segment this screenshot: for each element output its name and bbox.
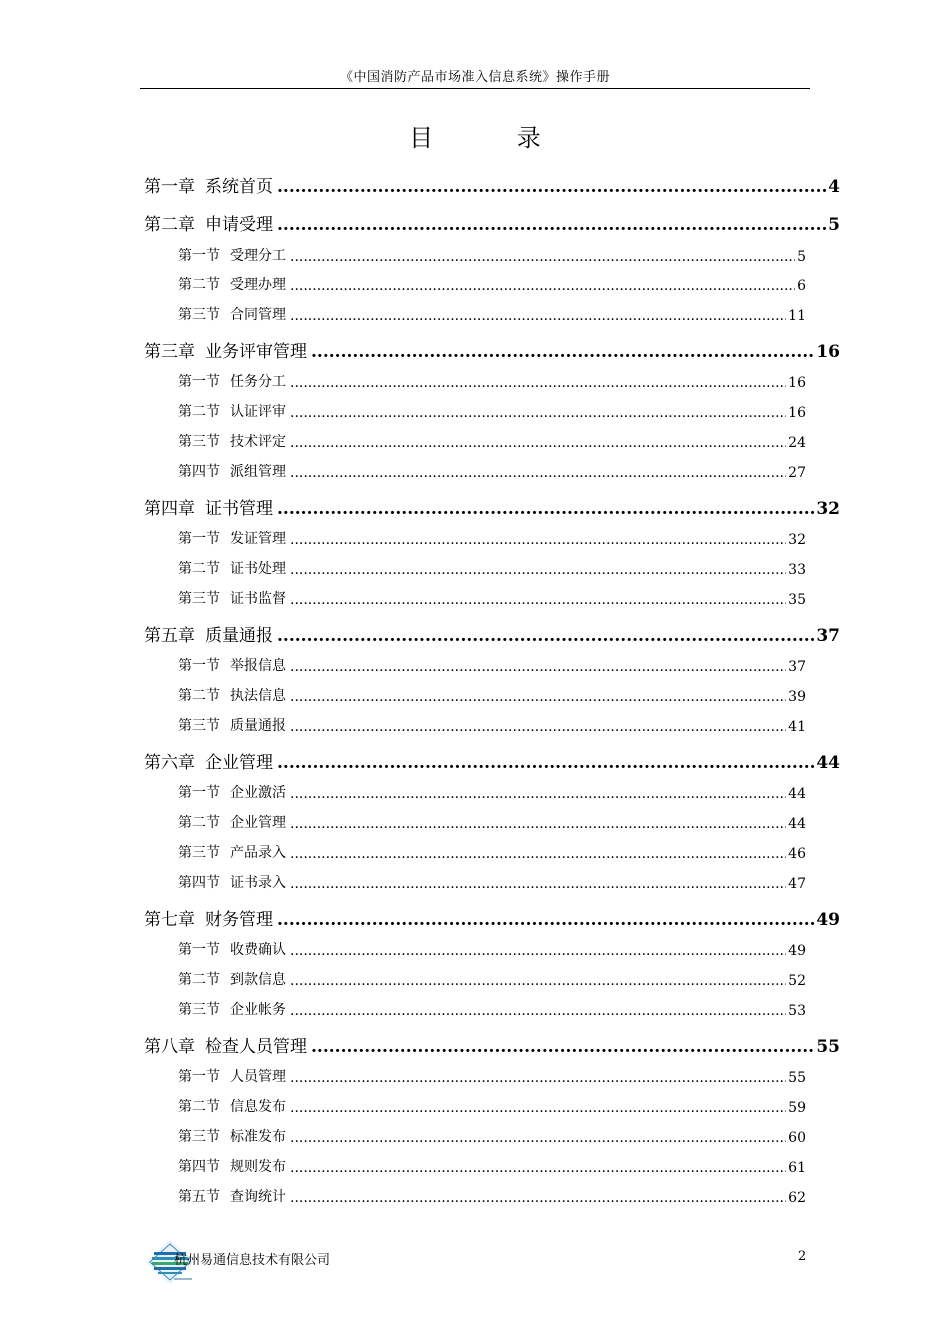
toc-dot-leader — [277, 753, 814, 773]
toc-entry-title: 证书录入 — [230, 875, 286, 891]
toc-entry-number: 第一节 — [178, 942, 220, 958]
toc-entry-number: 第六章 — [144, 753, 195, 773]
toc-section-entry[interactable] — [178, 782, 806, 802]
toc-entry-number: 第二节 — [178, 277, 220, 293]
toc-section-entry[interactable] — [178, 655, 806, 675]
toc-entry-title: 收费确认 — [230, 942, 286, 958]
toc-entry-number: 第一节 — [178, 785, 220, 801]
toc-entry-number: 第三节 — [178, 1129, 220, 1145]
toc-entry-number: 第二节 — [178, 815, 220, 831]
toc-entry-title: 人员管理 — [230, 1069, 286, 1085]
toc-section-entry[interactable] — [178, 715, 806, 735]
toc-section-entry[interactable] — [178, 431, 806, 451]
toc-entry-title: 规则发布 — [230, 1159, 286, 1175]
toc-entry-title: 认证评审 — [230, 404, 286, 420]
toc-page-number: 44 — [788, 786, 806, 802]
toc-dot-leader — [290, 404, 786, 421]
toc-page-number: 6 — [797, 278, 806, 294]
toc-section-entry[interactable] — [178, 842, 806, 862]
toc-page-number: 47 — [788, 876, 806, 892]
toc-entry-title: 企业管理 — [205, 753, 273, 773]
toc-page-number: 53 — [788, 1003, 806, 1019]
toc-dot-leader — [290, 374, 786, 391]
toc-dot-leader — [290, 1099, 786, 1116]
toc-entry-number: 第四节 — [178, 464, 220, 480]
toc-dot-leader — [290, 464, 786, 481]
toc-page-number: 24 — [788, 435, 806, 451]
toc-entry-title: 派组管理 — [230, 464, 286, 480]
toc-section-entry[interactable] — [178, 812, 806, 832]
toc-section-entry[interactable] — [178, 401, 806, 421]
toc-entry-number: 第三节 — [178, 434, 220, 450]
toc-dot-leader — [290, 688, 786, 705]
toc-title: 目 录 — [409, 124, 579, 152]
toc-dot-leader — [277, 215, 826, 235]
toc-section-entry[interactable] — [178, 872, 806, 892]
toc-chapter-entry[interactable] — [144, 1032, 840, 1057]
toc-entry-number: 第二章 — [144, 215, 195, 235]
toc-entry-number: 第二节 — [178, 1099, 220, 1115]
toc-page-number: 49 — [816, 910, 840, 930]
toc-entry-number: 第三章 — [144, 342, 195, 362]
toc-dot-leader — [290, 591, 786, 608]
toc-dot-leader — [277, 177, 826, 197]
toc-dot-leader — [311, 342, 814, 362]
toc-dot-leader — [290, 658, 786, 675]
toc-entry-title: 申请受理 — [205, 215, 273, 235]
toc-entry-title: 发证管理 — [230, 531, 286, 547]
toc-entry-number: 第一节 — [178, 531, 220, 547]
toc-dot-leader — [290, 942, 786, 959]
toc-entry-number: 第一节 — [178, 374, 220, 390]
toc-dot-leader — [290, 277, 795, 294]
toc-page-number: 60 — [788, 1130, 806, 1146]
toc-dot-leader — [290, 815, 786, 832]
toc-entry-number: 第四章 — [144, 499, 195, 519]
toc-page-number: 44 — [788, 816, 806, 832]
toc-section-entry[interactable] — [178, 685, 806, 705]
toc-entry-title: 任务分工 — [230, 374, 286, 390]
toc-page-number: 41 — [788, 719, 806, 735]
toc-dot-leader — [290, 785, 786, 802]
toc-entry-title: 企业管理 — [230, 815, 286, 831]
toc-dot-leader — [290, 972, 786, 989]
toc-dot-leader — [290, 718, 786, 735]
toc-entry-title: 证书管理 — [205, 499, 273, 519]
running-header: 《中国消防产品市场准入信息系统》操作手册 — [339, 70, 610, 85]
toc-entry-title: 产品录入 — [230, 845, 286, 861]
toc-dot-leader — [290, 561, 786, 578]
toc-chapter-entry[interactable] — [144, 210, 840, 235]
toc-section-entry[interactable] — [178, 371, 806, 391]
toc-page-number: 55 — [816, 1037, 840, 1057]
toc-entry-title: 检查人员管理 — [205, 1037, 307, 1057]
toc-page-number: 61 — [788, 1160, 806, 1176]
toc-dot-leader — [277, 910, 814, 930]
toc-entry-title: 查询统计 — [230, 1189, 286, 1205]
toc-section-entry[interactable] — [178, 1066, 806, 1086]
toc-entry-title: 质量通报 — [230, 718, 286, 734]
toc-section-entry[interactable] — [178, 969, 806, 989]
toc-entry-number: 第七章 — [144, 910, 195, 930]
toc-dot-leader — [290, 1002, 786, 1019]
toc-page-number: 4 — [828, 177, 840, 197]
toc-entry-number: 第三节 — [178, 1002, 220, 1018]
toc-section-entry[interactable] — [178, 1096, 806, 1116]
toc-page-number: 27 — [788, 465, 806, 481]
toc-page-number: 46 — [788, 846, 806, 862]
toc-entry-title: 举报信息 — [230, 658, 286, 674]
toc-page-number: 37 — [816, 626, 840, 646]
toc-chapter-entry[interactable] — [144, 494, 840, 519]
toc-dot-leader — [290, 1129, 786, 1146]
toc-dot-leader — [311, 1037, 814, 1057]
toc-entry-title: 合同管理 — [230, 307, 286, 323]
toc-section-entry[interactable] — [178, 558, 806, 578]
toc-entry-title: 系统首页 — [205, 177, 273, 197]
toc-dot-leader — [290, 1069, 786, 1086]
toc-entry-number: 第二节 — [178, 404, 220, 420]
toc-entry-title: 质量通报 — [205, 626, 273, 646]
toc-page-number: 37 — [788, 659, 806, 675]
toc-chapter-entry[interactable] — [144, 905, 840, 930]
toc-page-number: 16 — [788, 375, 806, 391]
toc-entry-number: 第一章 — [144, 177, 195, 197]
toc-dot-leader — [290, 875, 786, 892]
toc-entry-number: 第五章 — [144, 626, 195, 646]
toc-dot-leader — [290, 1189, 786, 1206]
toc-dot-leader — [290, 1159, 786, 1176]
toc-entry-number: 第二节 — [178, 972, 220, 988]
toc-dot-leader — [290, 248, 795, 265]
toc-page-number: 44 — [816, 753, 840, 773]
toc-page-number: 32 — [788, 532, 806, 548]
toc-page-number: 35 — [788, 592, 806, 608]
toc-section-entry[interactable] — [178, 588, 806, 608]
toc-page-number: 39 — [788, 689, 806, 705]
toc-entry-number: 第四节 — [178, 1159, 220, 1175]
toc-entry-title: 企业帐务 — [230, 1002, 286, 1018]
header-rule — [140, 88, 810, 89]
toc-entry-title: 标准发布 — [230, 1129, 286, 1145]
toc-entry-number: 第三节 — [178, 718, 220, 734]
toc-section-entry[interactable] — [178, 528, 806, 548]
toc-dot-leader — [290, 845, 786, 862]
toc-page-number: 16 — [788, 405, 806, 421]
toc-page-number: 16 — [816, 342, 840, 362]
page-number: 2 — [798, 1249, 807, 1264]
toc-entry-number: 第三节 — [178, 591, 220, 607]
toc-entry-title: 业务评审管理 — [205, 342, 307, 362]
toc-entry-title: 财务管理 — [205, 910, 273, 930]
toc-page-number: 32 — [816, 499, 840, 519]
toc-entry-title: 证书监督 — [230, 591, 286, 607]
toc-entry-number: 第八章 — [144, 1037, 195, 1057]
toc-entry-number: 第一节 — [178, 658, 220, 674]
toc-entry-title: 企业激活 — [230, 785, 286, 801]
toc-page-number: 62 — [788, 1190, 806, 1206]
toc-entry-number: 第四节 — [178, 875, 220, 891]
toc-entry-title: 证书处理 — [230, 561, 286, 577]
toc-page-number: 5 — [797, 249, 806, 265]
toc-dot-leader — [290, 307, 786, 324]
toc-page-number: 5 — [828, 215, 840, 235]
toc-entry-number: 第三节 — [178, 307, 220, 323]
toc-entry-title: 信息发布 — [230, 1099, 286, 1115]
toc-entry-number: 第一节 — [178, 1069, 220, 1085]
toc-chapter-entry[interactable] — [144, 748, 840, 773]
toc-dot-leader — [290, 531, 786, 548]
toc-page-number: 33 — [788, 562, 806, 578]
footer-company-name: 杭州易通信息技术有限公司 — [174, 1253, 331, 1268]
toc-chapter-entry[interactable] — [144, 621, 840, 646]
toc-chapter-entry[interactable] — [144, 172, 840, 197]
toc-entry-title: 技术评定 — [230, 434, 286, 450]
toc-dot-leader — [290, 434, 786, 451]
toc-entry-title: 执法信息 — [230, 688, 286, 704]
toc-section-entry[interactable] — [178, 1186, 806, 1206]
toc-page-number: 59 — [788, 1100, 806, 1116]
toc-section-entry[interactable] — [178, 999, 806, 1019]
toc-page-number: 11 — [788, 308, 806, 324]
toc-section-entry[interactable] — [178, 245, 806, 265]
toc-page-number: 52 — [788, 973, 806, 989]
toc-entry-title: 受理分工 — [230, 248, 286, 264]
toc-entry-number: 第二节 — [178, 561, 220, 577]
toc-entry-title: 到款信息 — [230, 972, 286, 988]
toc-section-entry[interactable] — [178, 939, 806, 959]
toc-entry-title: 受理办理 — [230, 277, 286, 293]
toc-entry-number: 第五节 — [178, 1189, 220, 1205]
toc-entry-number: 第三节 — [178, 845, 220, 861]
toc-page-number: 49 — [788, 943, 806, 959]
toc-page-number: 55 — [788, 1070, 806, 1086]
toc-section-entry[interactable] — [178, 274, 806, 294]
toc-section-entry[interactable] — [178, 461, 806, 481]
toc-section-entry[interactable] — [178, 1156, 806, 1176]
toc-chapter-entry[interactable] — [144, 337, 840, 362]
toc-section-entry[interactable] — [178, 1126, 806, 1146]
toc-entry-number: 第二节 — [178, 688, 220, 704]
toc-entry-number: 第一节 — [178, 248, 220, 264]
toc-dot-leader — [277, 626, 814, 646]
toc-dot-leader — [277, 499, 814, 519]
toc-section-entry[interactable] — [178, 304, 806, 324]
